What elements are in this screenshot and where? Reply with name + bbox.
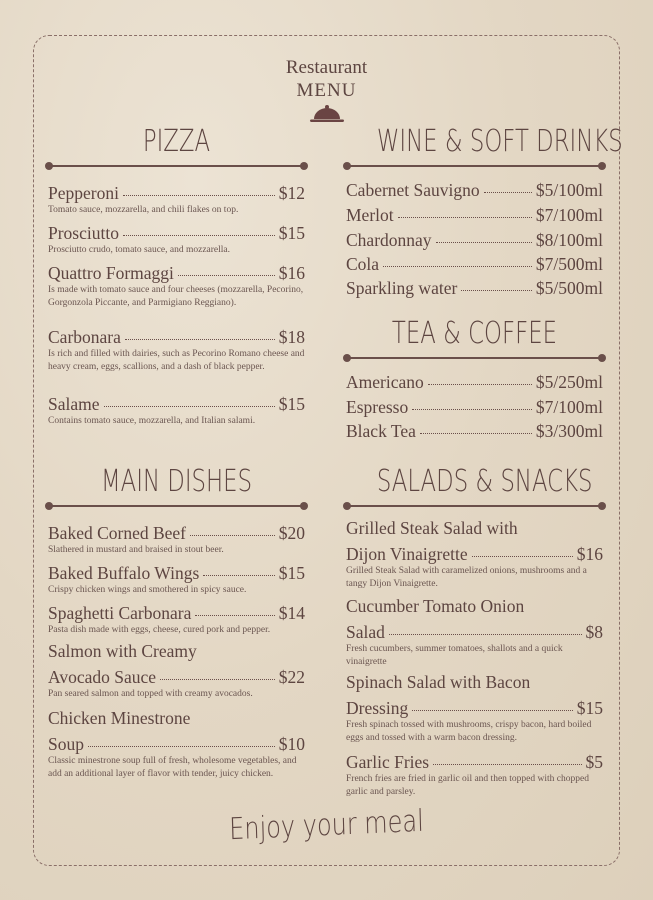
dotted-leader bbox=[420, 433, 532, 434]
item-price: $14 bbox=[278, 603, 305, 623]
item-description: Tomato sauce, mozzarella, and chili flakes on top. bbox=[48, 205, 239, 215]
menu-item bbox=[48, 603, 305, 637]
item-description: Contains tomato sauce, mozzarella, and Italian salami. bbox=[48, 416, 256, 426]
menu-subtitle: MENU bbox=[296, 80, 357, 101]
item-price: $15 bbox=[278, 223, 305, 243]
item-row bbox=[346, 372, 603, 392]
menu-item bbox=[48, 394, 305, 428]
item-name: Avocado Sauce bbox=[48, 667, 157, 687]
item-name: Cola bbox=[346, 254, 380, 274]
dotted-leader bbox=[412, 710, 573, 711]
dotted-leader bbox=[123, 195, 275, 196]
menu-item bbox=[48, 223, 305, 257]
menu-item bbox=[346, 397, 603, 417]
item-row bbox=[48, 523, 305, 543]
menu-item bbox=[346, 230, 603, 250]
item-row bbox=[346, 622, 603, 642]
item-name: Baked Corned Beef bbox=[48, 523, 187, 543]
item-row bbox=[48, 183, 305, 203]
item-row bbox=[346, 752, 603, 772]
item-price: $3/300ml bbox=[535, 421, 603, 441]
item-name: Quattro Formaggi bbox=[48, 263, 174, 283]
item-description: Fresh spinach tossed with mushrooms, crispy bacon, hard boiled eggs and tossed with a warm bacon dressing. bbox=[346, 720, 592, 743]
dotted-leader bbox=[178, 275, 275, 276]
dotted-leader bbox=[433, 764, 581, 765]
item-description: Pasta dish made with eggs, cheese, cured pork and pepper. bbox=[48, 625, 271, 635]
dotted-leader bbox=[203, 575, 274, 576]
item-description: Is rich and filled with dairies, such as Pecorino Romano cheese and heavy cream, eggs, scallions, and a dash of black pepper. bbox=[48, 349, 305, 372]
item-row bbox=[346, 698, 603, 718]
item-name: Sparkling water bbox=[346, 278, 458, 298]
section-divider bbox=[346, 505, 603, 507]
dotted-leader bbox=[472, 556, 573, 557]
dotted-leader bbox=[412, 409, 532, 410]
item-row bbox=[48, 263, 305, 283]
dotted-leader bbox=[160, 679, 275, 680]
item-name-line1: Cucumber Tomato Onion bbox=[346, 596, 525, 616]
item-name: Cabernet Sauvigno bbox=[346, 180, 480, 200]
menu-item bbox=[346, 596, 603, 669]
item-row bbox=[48, 667, 305, 687]
item-row bbox=[346, 180, 603, 200]
item-description: Pan seared salmon and topped with creamy avocados. bbox=[48, 689, 253, 699]
cloche-icon bbox=[309, 104, 345, 124]
item-name: Espresso bbox=[346, 397, 409, 417]
section-heading-wine: WINE & SOFT DRINKS bbox=[376, 124, 623, 159]
item-name: Merlot bbox=[346, 205, 394, 225]
item-price: $10 bbox=[278, 734, 305, 754]
dotted-leader bbox=[104, 406, 275, 407]
footer-message: Enjoy your meal bbox=[228, 803, 425, 848]
section-heading-pizza: PIZZA bbox=[142, 124, 211, 159]
menu-item bbox=[346, 180, 603, 200]
item-name: Salad bbox=[346, 622, 385, 642]
item-description: Slathered in mustard and braised in stout beer. bbox=[48, 545, 224, 555]
item-name: Pepperoni bbox=[48, 183, 119, 203]
dotted-leader bbox=[125, 339, 275, 340]
item-description: Grilled Steak Salad with caramelized onions, mushrooms and a tangy Dijon Vinaigrette. bbox=[346, 566, 587, 589]
dotted-leader bbox=[428, 384, 532, 385]
menu-item bbox=[346, 372, 603, 392]
item-description: Fresh cucumbers, summer tomatoes, shallots and a quick vinaigrette bbox=[346, 644, 563, 667]
item-description: Prosciutto crudo, tomato sauce, and mozzarella. bbox=[48, 245, 231, 255]
item-price: $7/500ml bbox=[535, 254, 603, 274]
item-name: Black Tea bbox=[346, 421, 416, 441]
item-row bbox=[48, 603, 305, 623]
menu-item bbox=[346, 421, 603, 441]
item-name: Dressing bbox=[346, 698, 409, 718]
item-name-line1: Salmon with Creamy bbox=[48, 641, 197, 661]
item-name: Spaghetti Carbonara bbox=[48, 603, 192, 623]
item-name: Americano bbox=[346, 372, 424, 392]
section-divider bbox=[48, 505, 305, 507]
menu-item bbox=[48, 563, 305, 597]
section-divider bbox=[48, 165, 305, 167]
item-name: Carbonara bbox=[48, 327, 121, 347]
item-description: French fries are fried in garlic oil and then topped with chopped garlic and parsley. bbox=[346, 774, 589, 797]
menu-item bbox=[48, 263, 305, 310]
dotted-leader bbox=[383, 266, 532, 267]
item-row bbox=[346, 205, 603, 225]
item-name-line1: Grilled Steak Salad with bbox=[346, 518, 518, 538]
menu-item bbox=[346, 752, 603, 799]
menu-item bbox=[346, 672, 603, 745]
item-description: Classic minestrone soup full of fresh, wholesome vegetables, and add an additional layer of flavor with tender, juicy chicken. bbox=[48, 756, 297, 779]
item-name: Baked Buffalo Wings bbox=[48, 563, 200, 583]
section-heading-main: MAIN DISHES bbox=[100, 464, 253, 499]
item-row bbox=[346, 278, 603, 298]
item-price: $22 bbox=[278, 667, 305, 687]
section-divider bbox=[346, 357, 603, 359]
menu-item bbox=[346, 205, 603, 225]
item-row bbox=[346, 397, 603, 417]
dotted-leader bbox=[190, 535, 275, 536]
section-heading-tea: TEA & COFFEE bbox=[391, 316, 558, 351]
dotted-leader bbox=[123, 235, 275, 236]
dotted-leader bbox=[484, 192, 532, 193]
item-name: Prosciutto bbox=[48, 223, 119, 243]
item-name: Chardonnay bbox=[346, 230, 432, 250]
item-price: $7/100ml bbox=[535, 205, 603, 225]
item-name: Soup bbox=[48, 734, 84, 754]
item-price: $15 bbox=[278, 563, 305, 583]
item-row bbox=[346, 544, 603, 564]
section-divider bbox=[346, 165, 603, 167]
item-price: $5/250ml bbox=[535, 372, 603, 392]
restaurant-title: Restaurant bbox=[285, 57, 368, 78]
item-name-line1: Chicken Minestrone bbox=[48, 708, 191, 728]
item-row bbox=[346, 254, 603, 274]
item-price: $18 bbox=[278, 327, 305, 347]
item-name: Dijon Vinaigrette bbox=[346, 544, 468, 564]
item-price: $8 bbox=[585, 622, 603, 642]
item-price: $15 bbox=[278, 394, 305, 414]
item-name: Garlic Fries bbox=[346, 752, 430, 772]
item-price: $20 bbox=[278, 523, 305, 543]
item-price: $5/500ml bbox=[535, 278, 603, 298]
menu-item bbox=[48, 523, 305, 557]
item-name: Salame bbox=[48, 394, 100, 414]
item-price: $12 bbox=[278, 183, 305, 203]
item-row bbox=[48, 563, 305, 583]
menu-item bbox=[48, 708, 305, 781]
menu-item bbox=[48, 183, 305, 217]
item-price: $5 bbox=[585, 752, 603, 772]
dotted-leader bbox=[195, 615, 274, 616]
dotted-leader bbox=[398, 217, 532, 218]
item-price: $16 bbox=[278, 263, 305, 283]
item-description: Crispy chicken wings and smothered in spicy sauce. bbox=[48, 585, 247, 595]
item-description: Is made with tomato sauce and four cheeses (mozzarella, Pecorino, Gorgonzola Piccante, and Parmigiano Reggiano). bbox=[48, 285, 304, 308]
section-heading-salads: SALADS & SNACKS bbox=[376, 464, 593, 499]
item-row bbox=[346, 230, 603, 250]
menu-item bbox=[48, 641, 305, 701]
item-price: $16 bbox=[576, 544, 603, 564]
item-row bbox=[48, 734, 305, 754]
item-row bbox=[48, 223, 305, 243]
item-row bbox=[48, 327, 305, 347]
item-row bbox=[48, 394, 305, 414]
dotted-leader bbox=[389, 634, 582, 635]
dotted-leader bbox=[88, 746, 275, 747]
dotted-leader bbox=[436, 242, 532, 243]
item-name-line1: Spinach Salad with Bacon bbox=[346, 672, 531, 692]
item-price: $8/100ml bbox=[535, 230, 603, 250]
item-price: $5/100ml bbox=[535, 180, 603, 200]
menu-item bbox=[346, 254, 603, 274]
menu-item bbox=[346, 518, 603, 591]
item-price: $15 bbox=[576, 698, 603, 718]
item-price: $7/100ml bbox=[535, 397, 603, 417]
menu-item bbox=[346, 278, 603, 298]
item-row bbox=[346, 421, 603, 441]
menu-item bbox=[48, 327, 305, 374]
dotted-leader bbox=[461, 290, 532, 291]
